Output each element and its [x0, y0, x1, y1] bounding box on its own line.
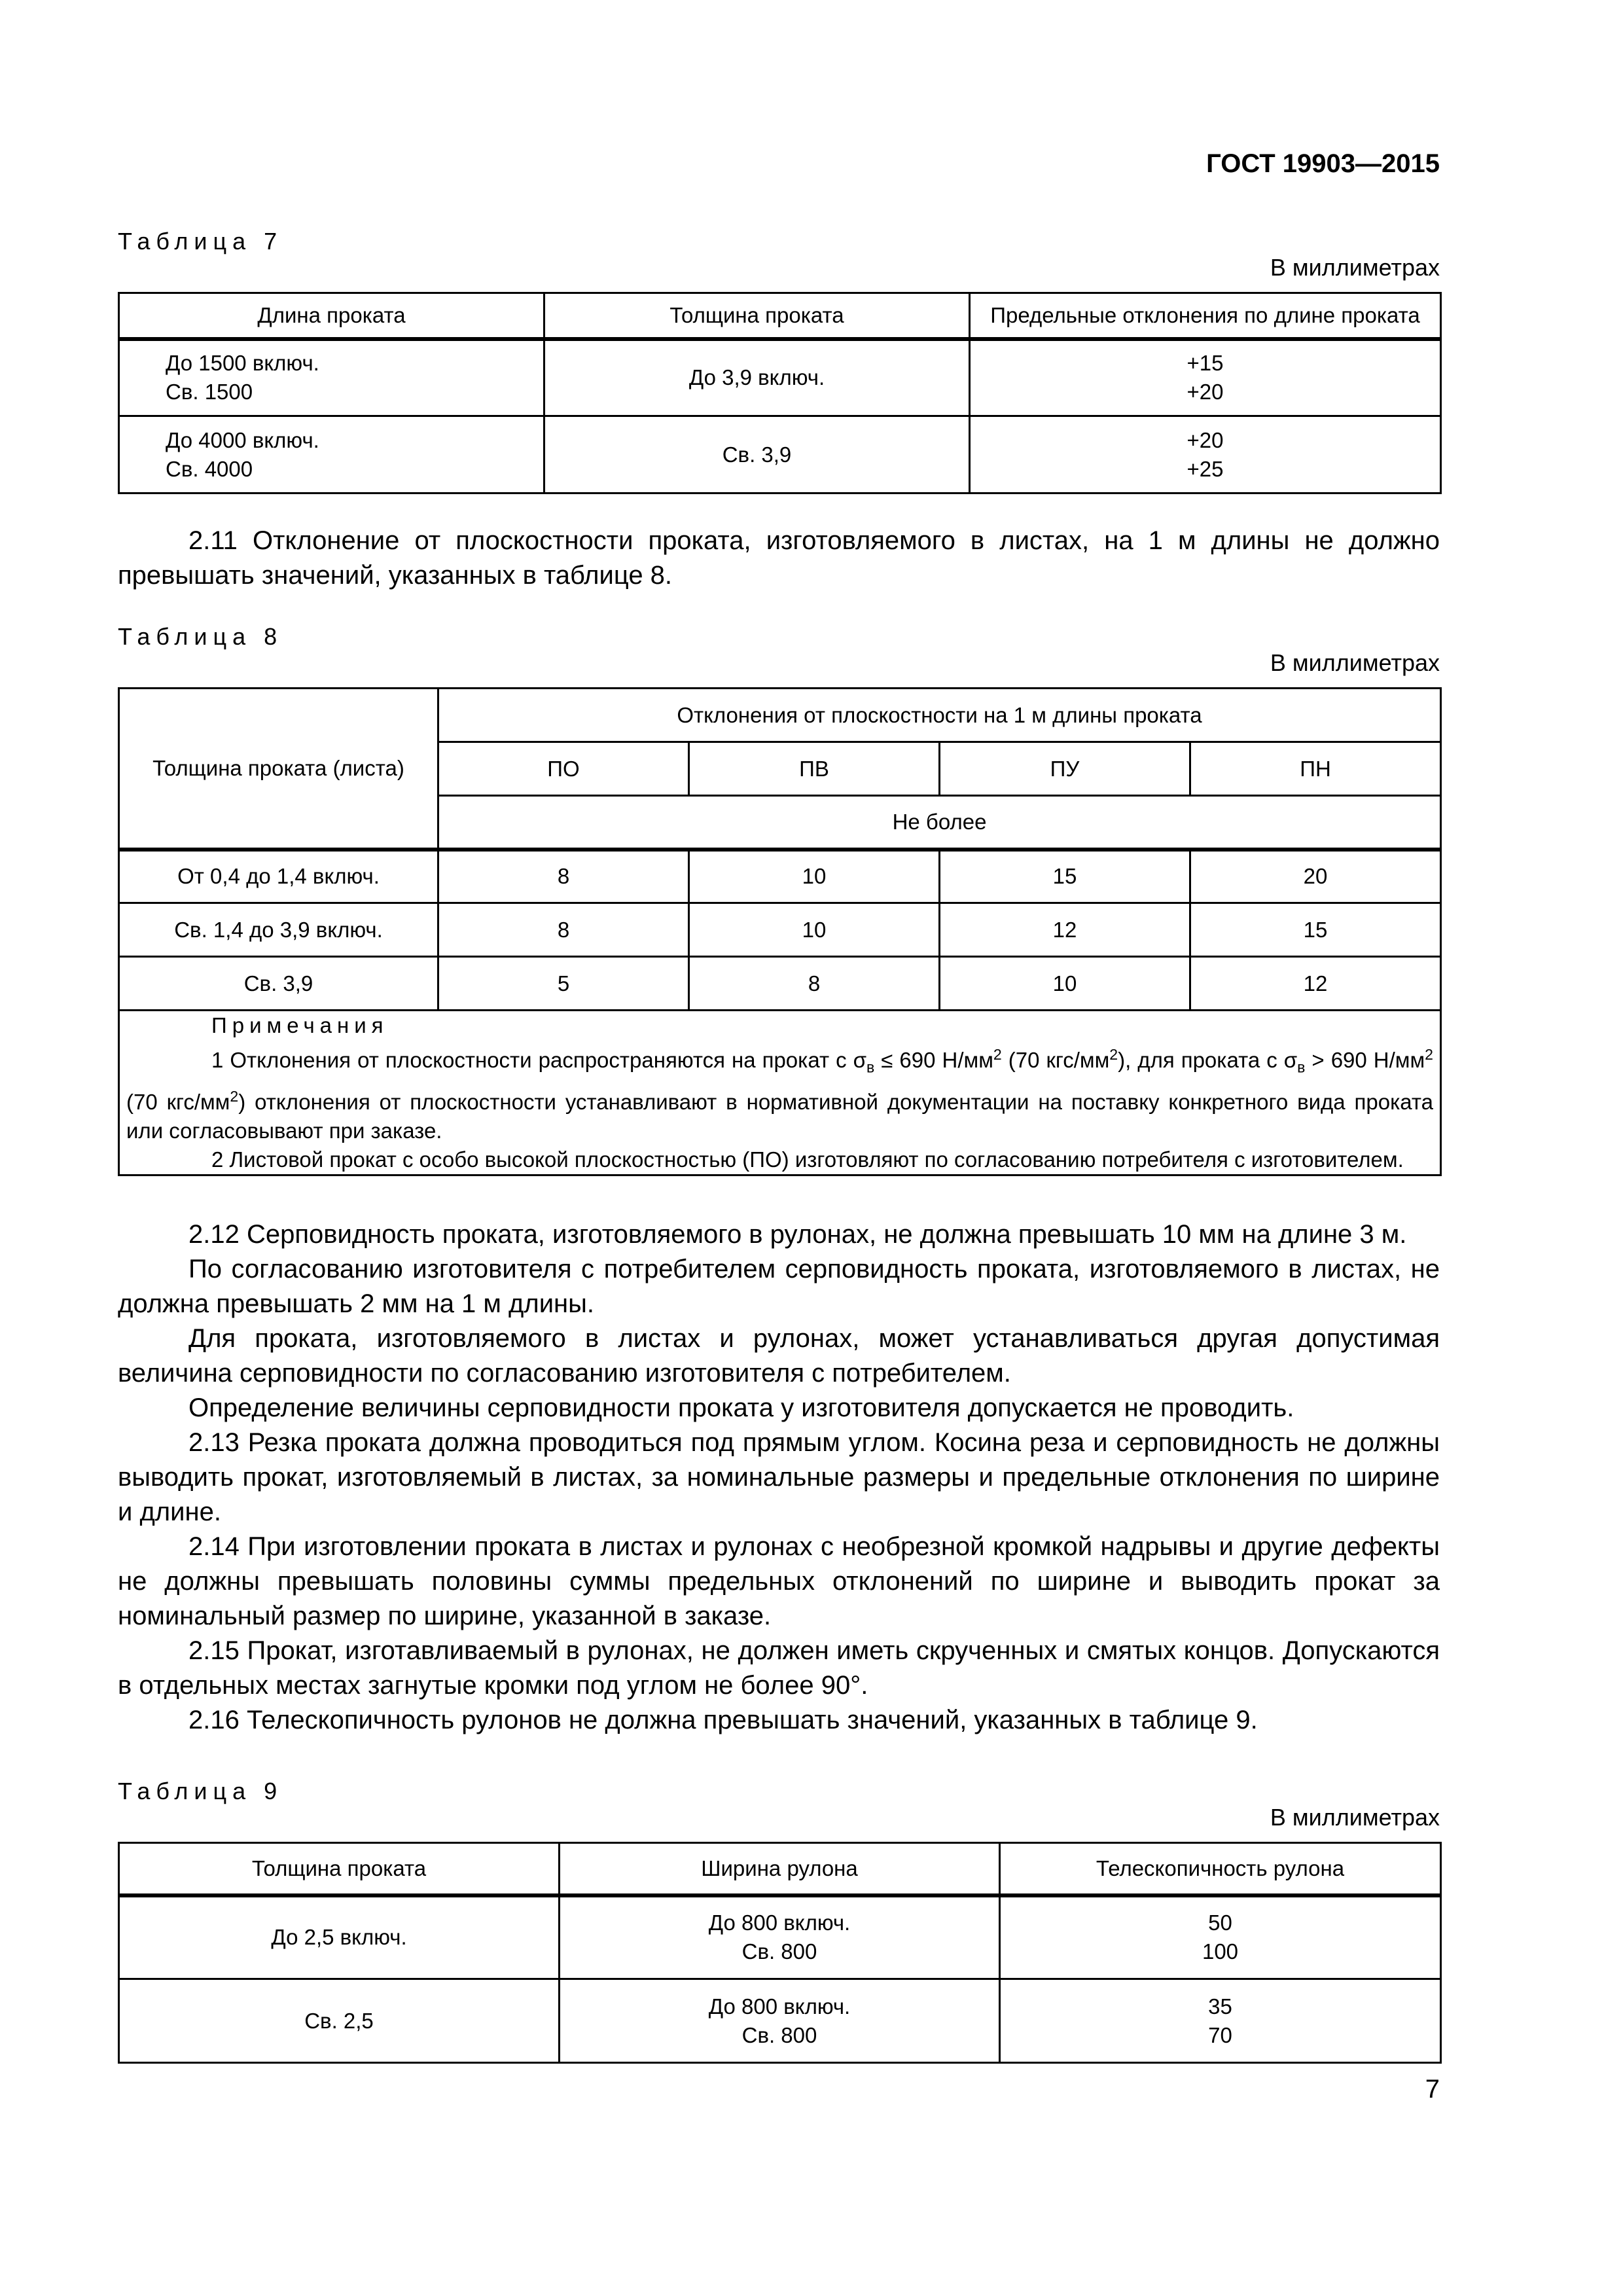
paragraph: По согласованию изготовителя с потребителем серповидность проката, изготовляемого в листах, не должна превышать 2 мм на 1 м длины.	[118, 1255, 1440, 1318]
table-cell: До 4000 включ. Св. 4000	[119, 416, 544, 493]
column-header: Телескопичность рулона	[1000, 1843, 1441, 1895]
column-header: Ширина рулона	[560, 1843, 1000, 1895]
table-cell: 35 70	[1000, 1979, 1441, 2063]
table-cell: 8	[438, 903, 689, 957]
table-cell: 8	[438, 850, 689, 903]
table-7	[118, 292, 1442, 494]
table-cell: 10	[940, 957, 1190, 1011]
table-cell: От 0,4 до 1,4 включ.	[119, 850, 438, 903]
column-header: ПВ	[689, 742, 940, 796]
table-cell: 10	[689, 903, 940, 957]
notes-title: Примечания	[211, 1013, 389, 1037]
paragraph: Для проката, изготовляемого в листах и рулонах, может устанавливаться другая допустимая величина серповидности по согласованию изготовителя с потребителем.	[118, 1324, 1440, 1388]
table-cell: +20 +25	[970, 416, 1441, 493]
table-row	[119, 903, 1441, 957]
note-2: 2 Листовой прокат с особо высокой плоскостностью (ПО) изготовляют по согласованию потребителя с изготовителем.	[211, 1147, 1404, 1172]
table-notes	[119, 1011, 1441, 1175]
table-notes-row	[119, 1011, 1441, 1175]
table-cell: 50 100	[1000, 1895, 1441, 1979]
table-cell: Св. 3,9	[544, 416, 970, 493]
table-9	[118, 1842, 1442, 2064]
table-cell: Св. 1,4 до 3,9 включ.	[119, 903, 438, 957]
paragraph: 2.15 Прокат, изготавливаемый в рулонах, не должен иметь скрученных и смятых концов. Допускаются в отдельных местах загнутые кромки под углом не более 90°.	[118, 1636, 1440, 1700]
column-header: ПО	[438, 742, 689, 796]
table-row	[119, 850, 1441, 903]
table-cell: Св. 3,9	[119, 957, 438, 1011]
table-cell: 15	[940, 850, 1190, 903]
table-header-row	[119, 293, 1441, 339]
table-cell: 20	[1190, 850, 1441, 903]
paragraph: 2.12 Серповидность проката, изготовляемого в рулонах, не должна превышать 10 мм на длине 3 м.	[188, 1220, 1407, 1249]
table-cell: До 1500 включ. Св. 1500	[119, 339, 544, 416]
table-7-units: В миллиметрах	[1270, 254, 1440, 281]
column-header: Предельные отклонения по длине проката	[970, 293, 1441, 339]
column-header: Длина проката	[119, 293, 544, 339]
table-cell: 5	[438, 957, 689, 1011]
document-header: ГОСТ 19903—2015	[1206, 149, 1440, 178]
page-number: 7	[1425, 2075, 1440, 2104]
table-cell: +15 +20	[970, 339, 1441, 416]
table-row	[119, 1895, 1441, 1979]
table-row	[119, 416, 1441, 493]
column-header: ПУ	[940, 742, 1190, 796]
table-row	[119, 957, 1441, 1011]
column-header: Не более	[438, 796, 1441, 850]
table-cell: До 2,5 включ.	[119, 1895, 560, 1979]
table-cell: До 800 включ. Св. 800	[560, 1979, 1000, 2063]
column-header: Толщина проката	[119, 1843, 560, 1895]
note-1: 1 Отклонения от плоскостности распространяются на прокат с $\sigma_в \le 690$ $Н/мм^2$ (70 кгс/$мм^2$), для проката с $\sigma_в > 690$ $Н/мм^2$ (70 кгс/$мм^2$) отклонения от плоскостности устанавливают в нормативной документации на поставку конкретного вида проката или согласовывают при заказе.	[126, 1046, 1433, 1143]
table-8-caption: Таблица 8	[118, 623, 283, 650]
paragraph-2-11: 2.11 Отклонение от плоскостности проката, изготовляемого в листах, на 1 м длины не должно превышать значений, указанных в таблице 8.	[118, 526, 1440, 590]
table-cell: Св. 2,5	[119, 1979, 560, 2063]
table-row	[119, 1979, 1441, 2063]
paragraph: Определение величины серповидности проката у изготовителя допускается не проводить.	[188, 1393, 1294, 1422]
table-8-units: В миллиметрах	[1270, 649, 1440, 676]
group-header: Отклонения от плоскостности на 1 м длины проката	[438, 689, 1441, 742]
table-cell: 15	[1190, 903, 1441, 957]
table-header-row	[119, 689, 1441, 742]
table-9-units: В миллиметрах	[1270, 1804, 1440, 1831]
column-header: ПН	[1190, 742, 1441, 796]
table-cell: 10	[689, 850, 940, 903]
table-cell: 8	[689, 957, 940, 1011]
column-header: Толщина проката	[544, 293, 970, 339]
table-cell: 12	[1190, 957, 1441, 1011]
table-9-caption: Таблица 9	[118, 1778, 283, 1804]
paragraph: 2.16 Телескопичность рулонов не должна превышать значений, указанных в таблице 9.	[188, 1706, 1258, 1734]
paragraph: 2.14 При изготовлении проката в листах и рулонах с необрезной кромкой надрывы и другие дефекты не должны превышать половины суммы предельных отклонений по ширине и выводить прокат за номинальный размер по ширине, указанной в заказе.	[118, 1532, 1440, 1630]
table-cell: 12	[940, 903, 1190, 957]
table-7-caption: Таблица 7	[118, 228, 283, 255]
body-text	[118, 1217, 1440, 1738]
paragraph: 2.13 Резка проката должна проводиться под прямым углом. Косина реза и серповидность не должны выводить прокат, изготовляемый в листах, за номинальные размеры и предельные отклонения по ширине и длине.	[118, 1428, 1440, 1526]
table-cell: До 3,9 включ.	[544, 339, 970, 416]
table-cell: До 800 включ. Св. 800	[560, 1895, 1000, 1979]
table-row	[119, 339, 1441, 416]
table-header-row	[119, 1843, 1441, 1895]
column-header: Толщина проката (листа)	[119, 689, 438, 850]
table-8	[118, 687, 1442, 1176]
